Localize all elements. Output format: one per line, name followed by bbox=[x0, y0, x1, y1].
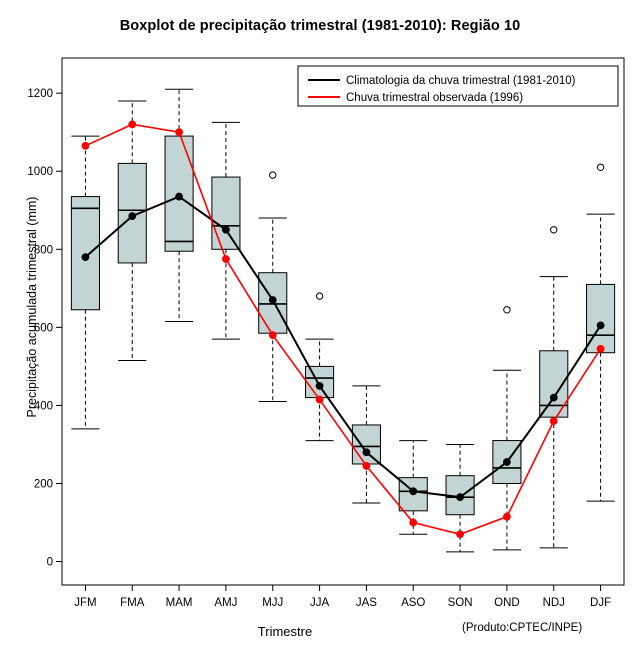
series-point-1 bbox=[316, 396, 323, 403]
x-tick-label: FMA bbox=[120, 597, 145, 609]
series-point-0 bbox=[223, 226, 230, 233]
x-tick-label: MJJ bbox=[262, 597, 284, 609]
x-tick-label: NDJ bbox=[542, 597, 565, 609]
y-tick-label: 1000 bbox=[27, 166, 53, 179]
outlier-point bbox=[270, 172, 276, 178]
box-jas bbox=[352, 386, 380, 503]
outlier-point bbox=[316, 293, 322, 299]
x-tick-label: AMJ bbox=[214, 597, 238, 609]
y-tick-label: 400 bbox=[33, 400, 53, 413]
series-point-1 bbox=[363, 463, 370, 470]
y-tick-label: 200 bbox=[33, 478, 53, 491]
x-tick-label: SON bbox=[447, 597, 473, 609]
box-rect bbox=[352, 425, 380, 464]
series-point-0 bbox=[316, 383, 323, 390]
series-point-1 bbox=[129, 121, 136, 128]
chart-title: Boxplot de precipitação trimestral (1981-2010): Região 10 bbox=[119, 18, 521, 34]
credit-text: (Produto:CPTEC/INPE) bbox=[462, 622, 583, 634]
series-point-1 bbox=[504, 513, 511, 520]
series-point-0 bbox=[457, 494, 464, 501]
series-point-0 bbox=[550, 394, 557, 401]
series-point-0 bbox=[597, 322, 604, 329]
series-point-1 bbox=[410, 519, 417, 526]
series-point-0 bbox=[504, 459, 511, 466]
series-point-1 bbox=[223, 256, 230, 263]
series-point-1 bbox=[597, 345, 604, 352]
y-tick-label: 0 bbox=[46, 556, 53, 569]
box-rect bbox=[71, 197, 99, 310]
box-jfm bbox=[71, 136, 99, 429]
x-tick-label: MAM bbox=[165, 597, 193, 609]
x-tick-label: OND bbox=[494, 597, 520, 609]
x-tick-label: JAS bbox=[355, 597, 377, 609]
box-rect bbox=[587, 284, 615, 352]
y-axis-label: Precipitação acumulada trimestral (mm) bbox=[25, 196, 39, 418]
series-point-0 bbox=[176, 193, 183, 200]
box-ndj bbox=[540, 227, 568, 548]
box-mam bbox=[165, 89, 193, 321]
series-point-1 bbox=[269, 332, 276, 339]
box-rect bbox=[212, 177, 240, 249]
series-point-0 bbox=[410, 488, 417, 495]
x-axis-label: Trimestre bbox=[257, 624, 313, 639]
series-point-1 bbox=[457, 531, 464, 538]
x-tick-label: JFM bbox=[74, 597, 97, 609]
x-tick-label: ASO bbox=[401, 597, 426, 609]
box-rect bbox=[306, 366, 334, 397]
series-point-1 bbox=[550, 418, 557, 425]
series-point-1 bbox=[176, 129, 183, 136]
outlier-point bbox=[504, 307, 510, 313]
y-tick-label: 600 bbox=[33, 322, 53, 335]
y-tick-label: 800 bbox=[33, 244, 53, 257]
series-point-0 bbox=[129, 213, 136, 220]
series-point-0 bbox=[363, 449, 370, 456]
box-fma bbox=[118, 101, 146, 361]
series-line-1 bbox=[85, 124, 600, 534]
y-tick-label: 1200 bbox=[27, 88, 53, 101]
legend-label-0: Climatologia da chuva trimestral (1981-2010) bbox=[346, 75, 576, 87]
plot-frame bbox=[62, 58, 624, 585]
x-tick-label: DJF bbox=[590, 597, 612, 609]
box-djf bbox=[587, 164, 615, 501]
x-tick-label: JJA bbox=[309, 597, 330, 609]
series-point-1 bbox=[82, 142, 89, 149]
outlier-point bbox=[551, 227, 557, 233]
legend-label-1: Chuva trimestral observada (1996) bbox=[346, 92, 524, 104]
outlier-point bbox=[597, 164, 603, 170]
series-point-0 bbox=[269, 297, 276, 304]
series-point-0 bbox=[82, 254, 89, 261]
series-line-0 bbox=[85, 197, 600, 498]
